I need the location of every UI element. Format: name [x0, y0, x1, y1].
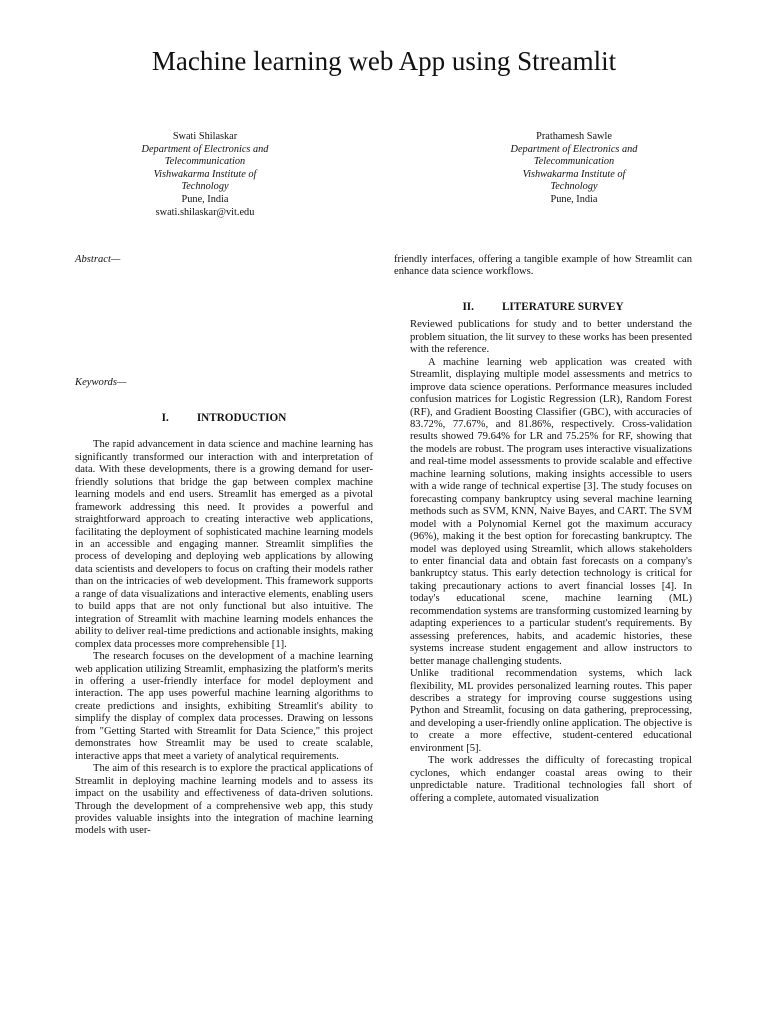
- lit-paragraph-2: A machine learning web application was created with Streamlit, displaying multiple model assessments and metrics to improve data science operations. Performance measures included confusion matrices for Logistic Regression (LR), Random Forest (RF), and Gradient Boosting Classifier (GBC), with accuracies of 83.72%, 77.67%, and 81.86%, respectively. Cross-validation results showed 79.64% for LR and 75.25% for RF, showing that the models are robust. The program uses interactive visualizations and real-time model assessments to provide scalable and effective machine learning solutions, making insights accessible to users with a wide range of technical expertise [3]. The study focuses on forecasting company bankruptcy using several machine learning methods such as SVM, KNN, Naive Bayes, and CART. The SVM model with a Polynomial Kernel got the maximum accuracy (96%), making it the best option for forecasting bankruptcy. The model was deployed using Streamlit, which allows stakeholders to enter financial data and obtain fast forecasts on a company's bankruptcy status. This early detection technology is critical for taking precautionary actions to avert financial losses [4]. In today's educational scene, machine learning (ML) recommendation systems are transforming customized learning by adapting experiences to a particular student's requirements. By assessing preferences, habits, and academic histories, these systems increase student engagement and allow instructors to better manage challenging students.: [410, 356, 692, 667]
- intro-paragraph-2: The research focuses on the development of a machine learning web application utilizing Streamlit, emphasizing the platform's merits in offering a user-friendly interface for model deployment and interaction. The app uses powerful machine learning algorithms to create predictions and insights, exhibiting Streamlit's ability to simplify the display of complex data processes. Drawing on lessons from "Getting Started with Streamlit for Data Science," this project demonstrates how Streamlit may be used to create scalable, interactive apps that meet a variety of analytical requirements.: [75, 651, 373, 762]
- intro-paragraph-3: The aim of this research is to explore the practical applications of Streamlit in deploying machine learning models and to assess its impact on the usability and effectiveness of data-driven solutions. Through the development of a comprehensive web app, this study provides valuable insights into the integration of machine learning models with user-: [75, 763, 373, 837]
- intro-continuation: friendly interfaces, offering a tangible example of how Streamlit can enhance data science workflows.: [394, 254, 692, 278]
- section-number: I.: [161, 411, 169, 424]
- author-city: Pune, India: [181, 193, 229, 205]
- lit-paragraph-3: Unlike traditional recommendation systems, which lack flexibility, ML provides personalized learning routes. This paper describes a strategy for improving course suggestions using Python and Streamlit, focusing on data gathering, preprocessing, and developing a user-friendly online application. The objective is to create a more effective, student-centered educational environment [5].: [410, 668, 692, 754]
- lit-paragraph-1: Reviewed publications for study and to better understand the problem situation, the lit survey to these works has been presented with the reference.: [410, 319, 692, 356]
- abstract-label: Abstract—: [75, 254, 121, 265]
- lit-paragraph-4: The work addresses the difficulty of forecasting tropical cyclones, which endanger coastal areas owing to their unpredictable nature. Traditional technologies fall short of offering a complete, automated visualization: [410, 755, 692, 804]
- section-heading-introduction: [75, 412, 373, 424]
- author-block-2: [479, 131, 669, 207]
- author-department: Department of Electronics and: [141, 143, 269, 155]
- section-title: INTRODUCTION: [196, 411, 287, 424]
- author-department: Telecommunication: [164, 156, 246, 168]
- left-column: [75, 254, 373, 838]
- author-department: Department of Electronics and: [510, 143, 638, 155]
- literature-body: [394, 319, 692, 805]
- author-institute: Technology: [550, 181, 598, 193]
- author-institute: Vishwakarma Institute of: [522, 168, 626, 180]
- right-column: [394, 254, 692, 805]
- author-institute: Vishwakarma Institute of: [153, 168, 257, 180]
- author-city: Pune, India: [550, 193, 598, 205]
- paper-title: Machine learning web App using Streamlit: [151, 46, 617, 76]
- author-email: swati.shilaskar@vit.edu: [155, 206, 255, 218]
- section-title: LITERATURE SURVEY: [501, 300, 624, 313]
- intro-paragraph-1: The rapid advancement in data science and machine learning has significantly transformed our interaction with and interpretation of data. With these developments, there is a growing demand for user-friendly solutions that bridge the gap between complex machine learning models and end users. Streamlit has emerged as a pivotal framework addressing this need. It provides a powerful and straightforward approach to creating interactive web applications, facilitating the deployment of sophisticated machine learning models in an accessible and engaging manner. Streamlit simplifies the process of developing and deploying web applications by allowing data scientists and developers to focus on crafting their models rather than on the intricacies of web development. This framework supports a range of data visualizations and interactive elements, enabling users to build apps that are not only functional but also intuitive. The integration of Streamlit with machine learning models enhances the ability to deliver real-time predictions and actionable insights, making complex data processes more comprehensible [1].: [75, 439, 373, 650]
- author-institute: Technology: [181, 181, 229, 193]
- author-name: Prathamesh Sawle: [536, 131, 612, 142]
- author-name: Swati Shilaskar: [172, 131, 238, 142]
- author-department: Telecommunication: [533, 156, 615, 168]
- section-number: II.: [462, 300, 474, 313]
- section-heading-literature-survey: [394, 301, 692, 313]
- keywords-label: Keywords—: [75, 377, 127, 389]
- author-block-1: [110, 131, 300, 219]
